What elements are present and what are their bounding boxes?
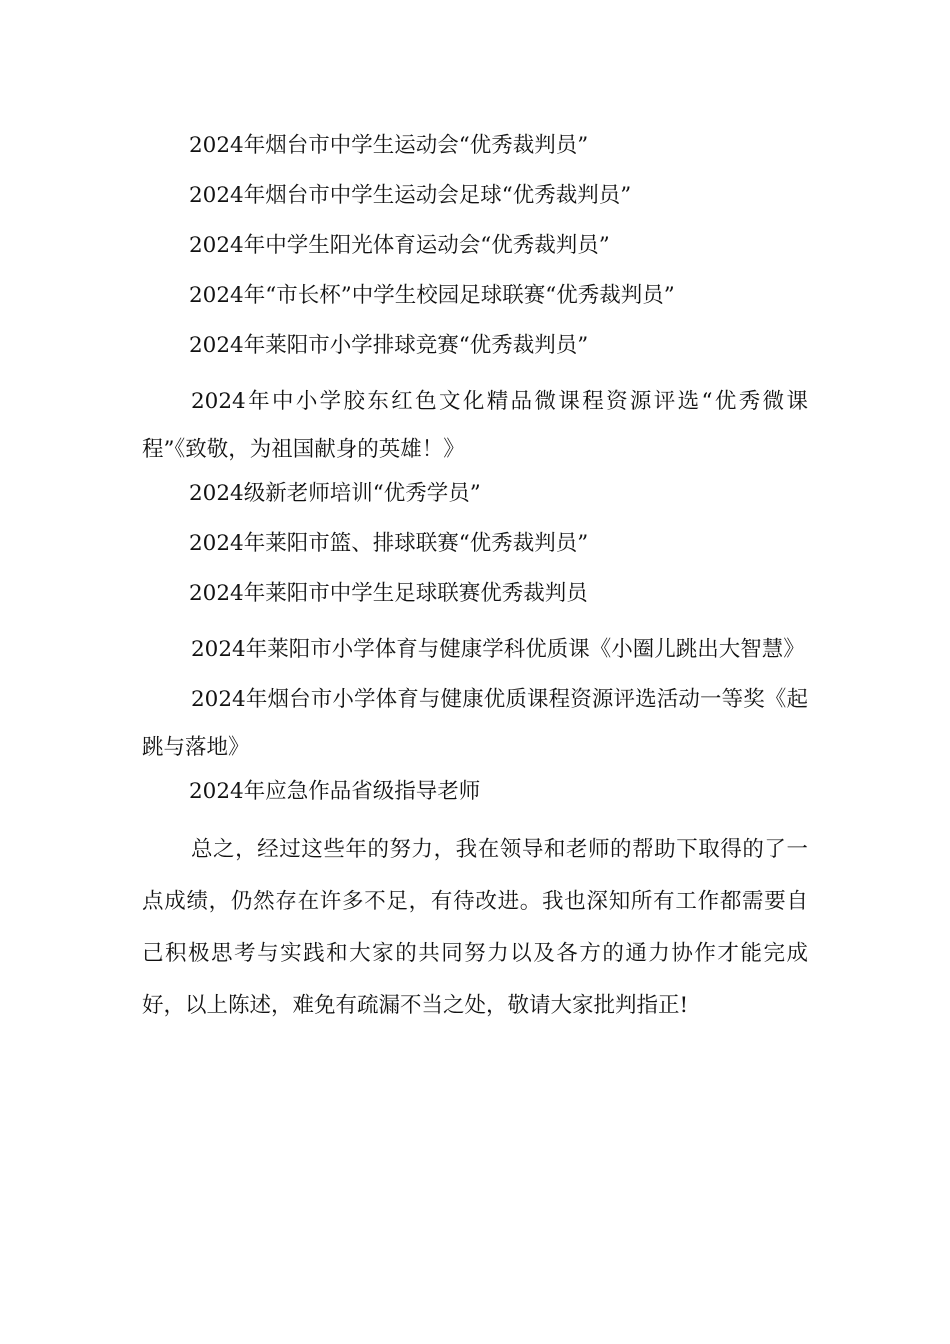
award-item: 2024年“市长杯”中学生校园足球联赛“优秀裁判员” — [189, 283, 675, 308]
award-item: 2024年莱阳市中学生足球联赛优秀裁判员 — [189, 581, 588, 606]
award-item: 2024级新老师培训“优秀学员” — [189, 481, 481, 506]
award-item: 2024年莱阳市小学体育与健康学科优质课《小圈儿跳出大智慧》 — [191, 637, 805, 662]
award-item: 2024年应急作品省级指导老师 — [189, 779, 481, 804]
award-item: 2024年莱阳市小学排球竞赛“优秀裁判员” — [189, 333, 589, 358]
award-item: 2024年莱阳市篮、排球联赛“优秀裁判员” — [189, 531, 589, 556]
award-item: 2024年中小学胶东红色文化精品微课程资源评选“优秀微课程”《致敬，为祖国献身的英雄！》 — [142, 389, 808, 462]
document-body — [142, 128, 808, 1054]
award-item: 2024年烟台市中学生运动会“优秀裁判员” — [189, 133, 589, 158]
award-item: 2024年烟台市小学体育与健康优质课程资源评选活动一等奖《起跳与落地》 — [142, 687, 808, 760]
award-item: 2024年烟台市中学生运动会足球“优秀裁判员” — [189, 183, 632, 208]
summary-paragraph: 总之，经过这些年的努力，我在领导和老师的帮助下取得的了一点成绩，仍然存在许多不足，有待改进。我也深知所有工作都需要自己积极思考与实践和大家的共同努力以及各方的通力协作才能完成好，以上陈述，难免有疏漏不当之处，敬请大家批判指正! — [142, 837, 808, 1018]
award-item: 2024年中学生阳光体育运动会“优秀裁判员” — [189, 233, 610, 258]
